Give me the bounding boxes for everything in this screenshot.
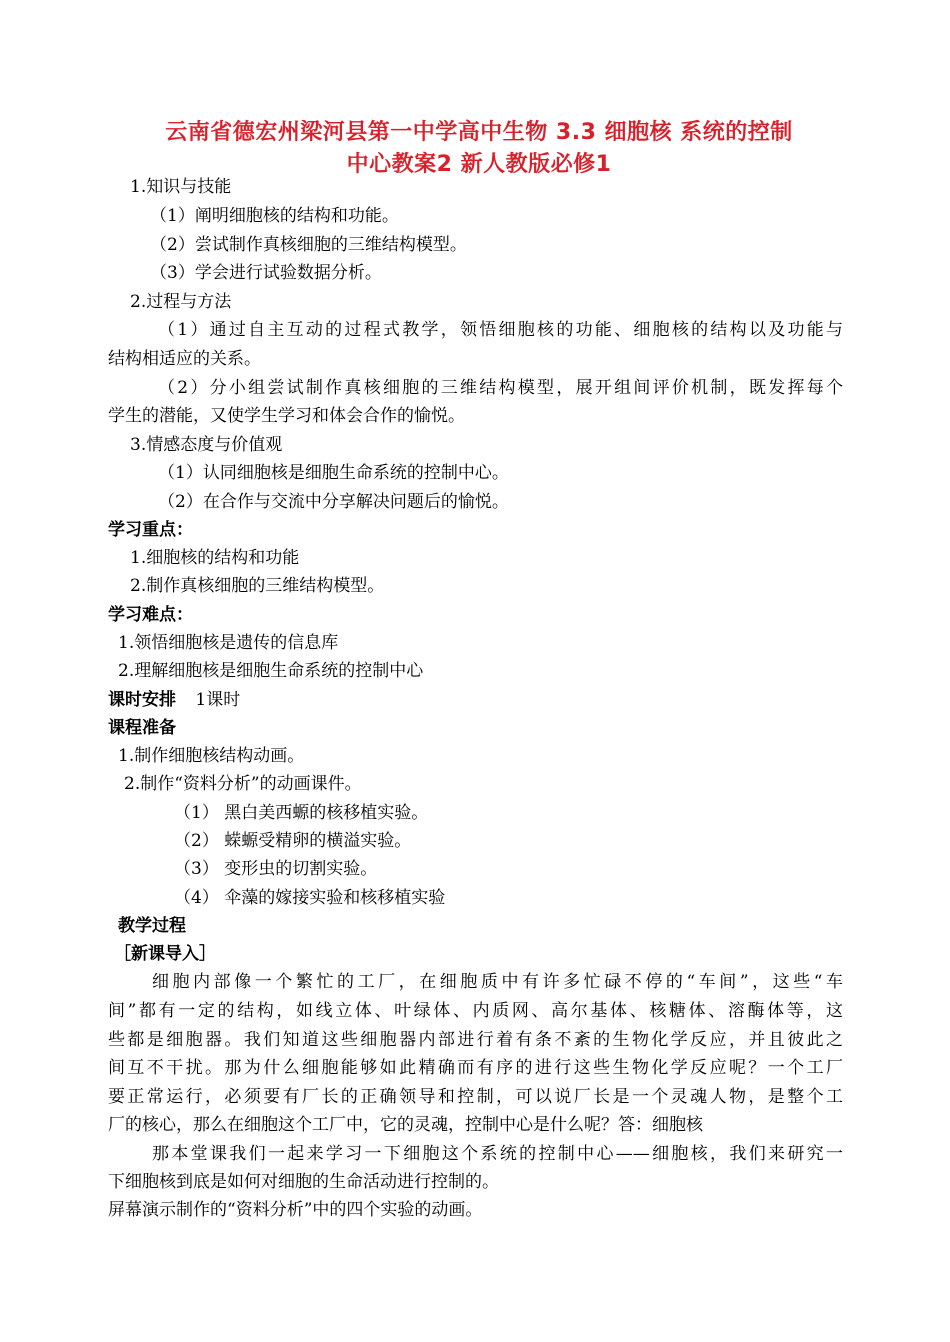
section-heading-knowledge: 1.知识与技能 xyxy=(130,177,232,197)
paragraph-line: 学生的潜能，又使学生学习和体会合作的愉悦。 xyxy=(108,406,465,426)
sub-list-item: （1） 黑白美西螈的核移植实验。 xyxy=(174,803,429,823)
list-item: 2.理解细胞核是细胞生命系统的控制中心 xyxy=(118,661,424,681)
list-item: 1.领悟细胞核是遗传的信息库 xyxy=(118,633,339,653)
paragraph-line: 厂的核心，那么在细胞这个工厂中，它的灵魂，控制中心是什么呢？答：细胞核 xyxy=(108,1115,703,1135)
list-item: （1）阐明细胞核的结构和功能。 xyxy=(150,206,399,226)
schedule-value: 1课时 xyxy=(195,690,241,710)
paragraph-line: 间”都有一定的结构，如线立体、叶绿体、内质网、高尔基体、核糖体、溶酶体等，这 xyxy=(108,1001,843,1021)
list-item: 1.制作细胞核结构动画。 xyxy=(118,746,305,766)
list-item: （3）学会进行试验数据分析。 xyxy=(150,263,382,283)
paragraph-line: 细胞内部像一个繁忙的工厂，在细胞质中有许多忙碌不停的“车间”，这些“车 xyxy=(152,972,843,992)
list-item: （2）尝试制作真核细胞的三维结构模型。 xyxy=(150,235,467,255)
paragraph-line: 要正常运行，必须要有厂长的正确领导和控制，可以说厂长是一个灵魂人物，是整个工 xyxy=(108,1087,843,1107)
sub-list-item: （2） 蝾螈受精卵的横溢实验。 xyxy=(174,831,412,851)
document-title xyxy=(108,117,850,181)
paragraph-line: 那本堂课我们一起来学习一下细胞这个系统的控制中心——细胞核，我们来研究一 xyxy=(152,1144,843,1164)
intro-heading: ［新课导入］ xyxy=(114,944,216,964)
difficult-points-heading: 学习难点： xyxy=(108,605,193,625)
section-heading-process: 2.过程与方法 xyxy=(130,292,232,312)
list-item: 1.细胞核的结构和功能 xyxy=(130,548,300,568)
paragraph-line: 些都是细胞器。我们知道这些细胞器内部进行着有条不紊的生物化学反应，并且彼此之 xyxy=(108,1030,843,1050)
schedule-row xyxy=(108,688,240,712)
key-points-heading: 学习重点： xyxy=(108,520,193,540)
schedule-label: 课时安排 xyxy=(108,690,176,710)
paragraph-line: 结构相适应的关系。 xyxy=(108,349,261,369)
section-heading-attitude: 3.情感态度与价值观 xyxy=(130,435,283,455)
paragraph-line: （2）分小组尝试制作真核细胞的三维结构模型，展开组间评价机制，既发挥每个 xyxy=(158,378,843,398)
paragraph-line: 屏幕演示制作的“资料分析”中的四个实验的动画。 xyxy=(108,1200,483,1220)
paragraph-line: （1）通过自主互动的过程式教学，领悟细胞核的功能、细胞核的结构以及功能与 xyxy=(158,320,843,340)
list-item: 2.制作真核细胞的三维结构模型。 xyxy=(130,576,385,596)
list-item: 2.制作“资料分析”的动画课件。 xyxy=(124,774,362,794)
title-line-2: 中心教案2 新人教版必修1 xyxy=(346,152,612,177)
title-line-1: 云南省德宏州梁河县第一中学高中生物 3.3 细胞核 系统的控制 xyxy=(165,120,793,145)
paragraph-line: 间互不干扰。那为什么细胞能够如此精确而有序的进行这些生物化学反应呢？一个工厂 xyxy=(108,1058,843,1078)
paragraph-line: 下细胞核到底是如何对细胞的生命活动进行控制的。 xyxy=(108,1172,499,1192)
sub-list-item: （3） 变形虫的切割实验。 xyxy=(174,859,378,879)
process-heading: 教学过程 xyxy=(118,916,186,936)
preparation-heading: 课程准备 xyxy=(108,718,176,738)
sub-list-item: （4） 伞藻的嫁接实验和核移植实验 xyxy=(174,888,446,908)
list-item: （2）在合作与交流中分享解决问题后的愉悦。 xyxy=(158,492,509,512)
list-item: （1）认同细胞核是细胞生命系统的控制中心。 xyxy=(158,463,509,483)
